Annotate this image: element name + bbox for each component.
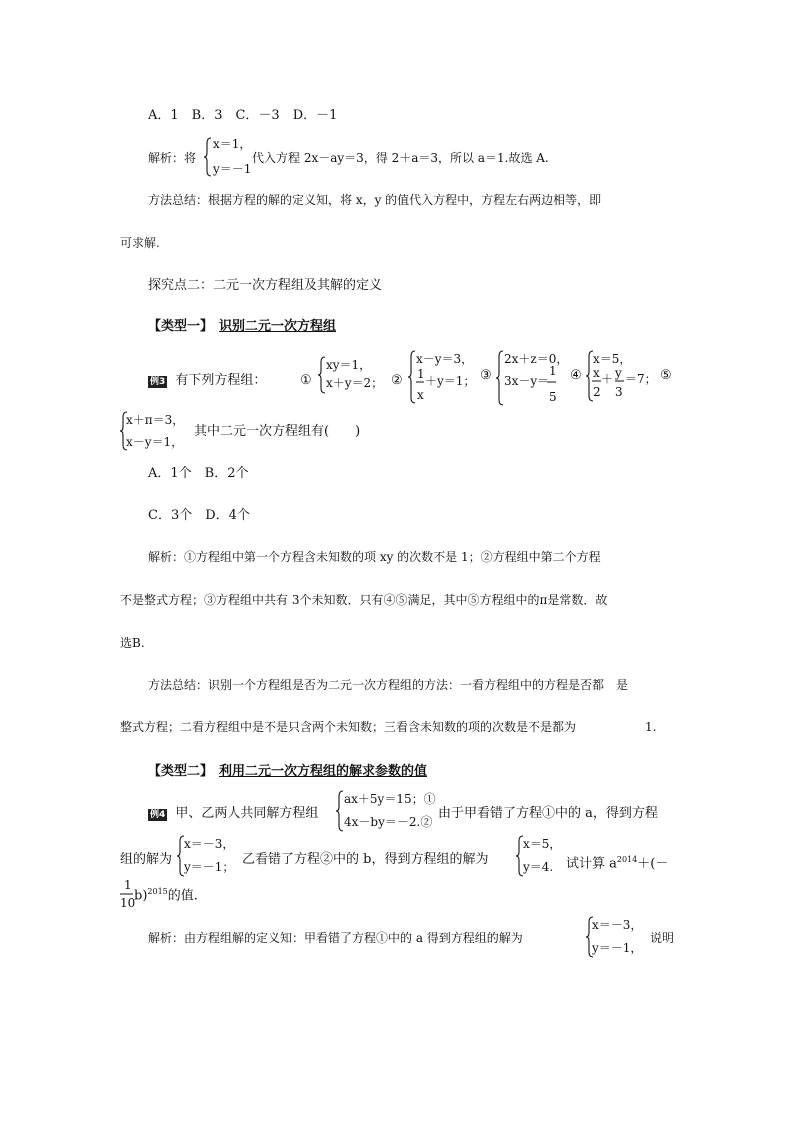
fraction-denominator: 10 xyxy=(120,896,136,910)
fraction-numerator: x xyxy=(593,366,600,380)
method-summary-line: 整式方程；二看方程组中是不是只含两个未知数；三看含未知数的项的次数是不是都为 xyxy=(120,720,577,734)
equation-system xyxy=(336,790,436,832)
equation-system xyxy=(516,835,566,877)
fraction-numerator: 1 xyxy=(417,367,425,381)
example-badge: 例3 xyxy=(150,377,166,387)
method-summary-line: 方法总结：识别一个方程组是否为二元一次方程组的方法：一看方程组中的方程是否都 是 xyxy=(148,678,629,692)
type-bracket: 【类型一】 xyxy=(148,319,214,334)
example-text: 组的解为 xyxy=(120,852,173,867)
method-summary-value: 1. xyxy=(645,720,657,734)
equation: ＋y＝1； xyxy=(425,374,476,388)
brace-icon xyxy=(204,137,212,177)
equation-system-5 xyxy=(120,411,190,451)
example-text: 试计算 a xyxy=(566,856,617,872)
equation: x＝－3， xyxy=(184,837,235,851)
type-bracket: 【类型二】 xyxy=(148,764,214,779)
equation: x＝1， xyxy=(213,137,252,151)
method-summary-line: 可求解. xyxy=(120,236,160,250)
equation: ax＋5y＝15；① xyxy=(344,792,436,806)
fraction-numerator: y xyxy=(615,366,622,380)
example-text: ＋(－ xyxy=(637,856,669,872)
solution-text: 代入方程 2x－ay＝3，得 2＋a＝3，所以 a＝1.故选 A. xyxy=(252,151,549,165)
type-label xyxy=(148,319,336,335)
section-heading: 探究点二：二元一次方程组及其解的定义 xyxy=(148,278,383,293)
type-title: 识别二元一次方程组 xyxy=(219,319,337,334)
equation: xy＝1， xyxy=(326,358,372,372)
equation: x－y＝1， xyxy=(126,435,184,449)
example-badge: 例4 xyxy=(150,810,166,820)
example-text: 有下列方程组： xyxy=(175,373,267,388)
circled-number: ③ xyxy=(480,368,492,383)
equation-system xyxy=(586,916,648,958)
fraction-bars xyxy=(592,380,626,382)
solution-line: 解析：由方程组解的定义知：甲看错了方程①中的 a 得到方程组的解为 xyxy=(148,931,523,945)
example-text xyxy=(566,852,668,872)
example-text: b) xyxy=(134,888,148,904)
example-intro xyxy=(148,373,266,389)
equation-system xyxy=(177,835,237,877)
equation: 2x＋z＝0， xyxy=(504,352,569,366)
equation: x＝5， xyxy=(523,837,562,851)
equation: ＝7； xyxy=(625,372,657,386)
equation-system-2 xyxy=(408,350,480,404)
example-text: 乙看错了方程②中的 b，得到方程组的解为 xyxy=(242,852,489,867)
answer-options: A．1个 B．2个 xyxy=(148,466,249,481)
example-text: 甲、乙两人共同解方程组 xyxy=(175,806,319,821)
circled-number: ② xyxy=(391,373,403,388)
type-title: 利用二元一次方程组的解求参数的值 xyxy=(219,764,428,779)
equation: x＋y＝2； xyxy=(326,376,384,390)
example-text xyxy=(134,884,198,904)
equation-system-1 xyxy=(318,356,392,394)
equation-system-3 xyxy=(496,350,574,406)
fraction-denominator: 2 xyxy=(593,385,601,399)
equation: ＋ xyxy=(601,372,614,386)
question-text: 其中二元一次方程组有( ) xyxy=(194,424,361,439)
circled-number: ⑤ xyxy=(660,368,672,383)
equation: x－y＝3， xyxy=(416,352,474,366)
equation: 3x－y＝ xyxy=(504,374,550,388)
fraction-numerator: 1 xyxy=(124,878,132,892)
example-text: 的值. xyxy=(167,888,198,904)
equation-system-4 xyxy=(586,350,658,402)
solution-line: 说明 xyxy=(650,931,675,945)
type-label xyxy=(148,764,427,780)
brace-icon xyxy=(496,350,504,406)
fraction-numerator: 1 xyxy=(549,364,557,378)
fraction-bar xyxy=(416,381,425,383)
example-intro xyxy=(148,806,318,822)
equation: x＋π＝3， xyxy=(126,413,185,427)
exponent: 2015 xyxy=(147,887,168,896)
brace-icon xyxy=(336,790,344,832)
solution-line: 不是整式方程；③方程组中共有 3个未知数．只有④⑤满足，其中⑤方程组中的π是常数．故 xyxy=(120,593,608,607)
solution-prefix: 解析：将 xyxy=(148,151,197,165)
equation: x＝－3， xyxy=(592,918,643,932)
equation: y＝－1； xyxy=(184,860,235,874)
circled-number: ① xyxy=(300,373,312,388)
fraction-denominator: x xyxy=(417,388,424,402)
exponent: 2014 xyxy=(616,855,638,864)
answer-options: A．1 B．3 C．－3 D．－1 xyxy=(148,108,338,123)
fraction-denominator: 3 xyxy=(615,385,623,399)
answer-options: C．3个 D．4个 xyxy=(148,508,250,523)
brace-icon xyxy=(318,356,326,394)
equation: x＝5， xyxy=(593,352,632,366)
example-text: 由于甲看错了方程①中的 a，得到方程 xyxy=(438,806,658,821)
method-summary-line: 方法总结：根据方程的解的定义知，将 x，y 的值代入方程中，方程左右两边相等，即 xyxy=(148,193,602,207)
solution-line: 选B. xyxy=(120,636,145,650)
solution-line: 解析：①方程组中第一个方程含未知数的项 xy 的次数不是 1；②方程组中第二个方程 xyxy=(148,550,601,564)
circled-number: ④ xyxy=(570,368,582,383)
equation: y＝－1， xyxy=(592,941,643,955)
equation: y＝4. xyxy=(523,860,554,874)
fraction-bar xyxy=(547,381,557,383)
brace-icon xyxy=(408,350,416,404)
fraction-bar xyxy=(120,893,134,895)
fraction-denominator: 5 xyxy=(549,390,557,404)
equation: y＝－1 xyxy=(213,162,252,176)
equation: 4x－by＝－2.② xyxy=(344,815,433,829)
